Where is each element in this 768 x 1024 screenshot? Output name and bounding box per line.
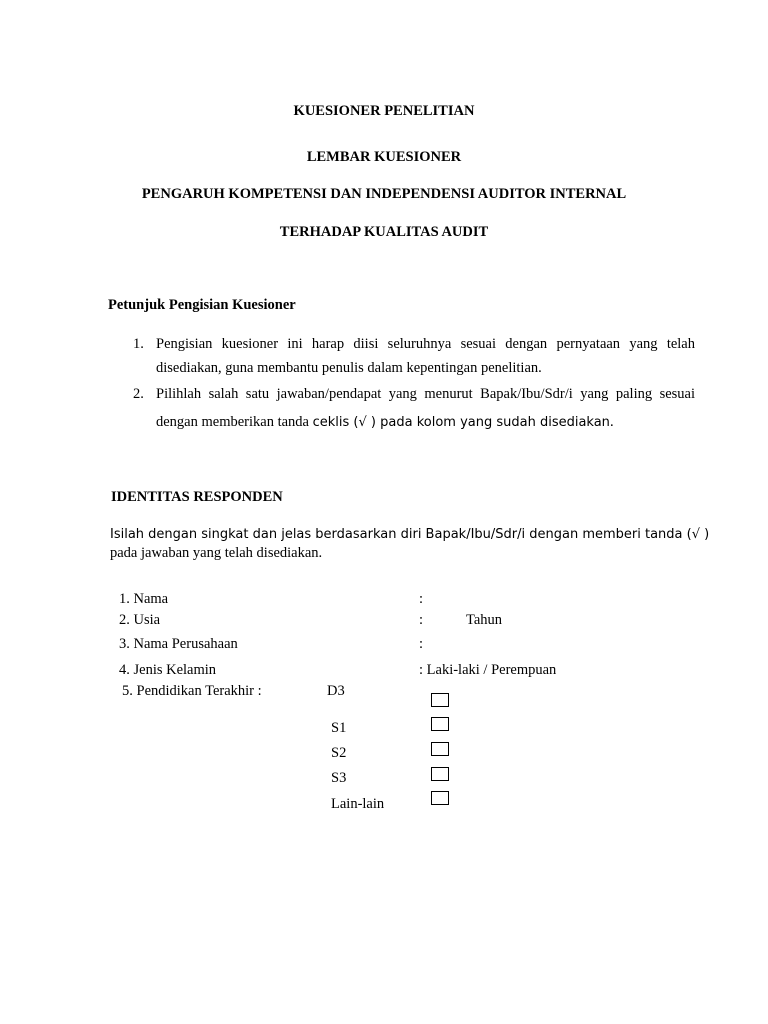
checkbox-s3[interactable] [431, 767, 449, 781]
title-lembar-kuesioner: LEMBAR KUESIONER [306, 149, 462, 165]
respondent-intro-line-1: Isilah dengan singkat dan jelas berdasarkan diri Bapak/Ibu/Sdr/i dengan memberi tanda (√ ) [110, 527, 710, 542]
education-option-s2: S2 [331, 745, 347, 761]
checkbox-lain-lain[interactable] [431, 791, 449, 805]
field-colon-usia: : [419, 612, 424, 628]
field-unit-tahun: Tahun [466, 612, 503, 628]
instruction-2-line-1: Pilihlah salah satu jawaban/pendapat yang menurut Bapak/Ibu/Sdr/i yang paling sesuai [156, 386, 695, 402]
instructions-heading: Petunjuk Pengisian Kuesioner [108, 297, 296, 313]
instruction-1-line-1: Pengisian kuesioner ini harap diisi seluruhnya sesuai dengan pernyataan yang telah [156, 336, 695, 352]
title-research-topic: PENGARUH KOMPETENSI DAN INDEPENDENSI AUDITOR INTERNAL [141, 186, 627, 202]
checkbox-d3[interactable] [431, 693, 449, 707]
instruction-2-line-2b: ceklis (√ ) pada kolom yang sudah disediakan [312, 415, 610, 430]
field-label-nama: 1. Nama [119, 591, 169, 607]
education-option-s1: S1 [331, 720, 347, 736]
instruction-number-2: 2. [133, 386, 144, 402]
education-option-lain-lain: Lain-lain [331, 796, 385, 812]
education-option-d3: D3 [327, 683, 345, 699]
respondent-intro-line-2: pada jawaban yang telah disediakan. [110, 545, 323, 561]
title-research-topic-cont: TERHADAP KUALITAS AUDIT [279, 224, 489, 240]
checkbox-s2[interactable] [431, 742, 449, 756]
field-colon-nama: : [419, 591, 424, 607]
field-colon-perusahaan: : [419, 636, 424, 652]
field-label-perusahaan: 3. Nama Perusahaan [119, 636, 238, 652]
instruction-2-line-2a: dengan memberikan tanda [156, 414, 313, 430]
field-label-usia: 2. Usia [119, 612, 161, 628]
field-value-kelamin: : Laki-laki / Perempuan [419, 662, 557, 678]
title-kuesioner-penelitian: KUESIONER PENELITIAN [293, 103, 475, 119]
instruction-2-line-2 [156, 414, 614, 431]
instruction-number-1: 1. [133, 336, 144, 352]
education-option-s3: S3 [331, 770, 347, 786]
respondent-heading: IDENTITAS RESPONDEN [111, 489, 283, 505]
instruction-1-line-2: disediakan, guna membantu penulis dalam kepentingan penelitian. [156, 360, 542, 376]
field-label-kelamin: 4. Jenis Kelamin [119, 662, 217, 678]
field-label-pendidikan: 5. Pendidikan Terakhir : [122, 683, 262, 699]
instruction-2-line-2c: . [609, 414, 614, 430]
checkbox-s1[interactable] [431, 717, 449, 731]
